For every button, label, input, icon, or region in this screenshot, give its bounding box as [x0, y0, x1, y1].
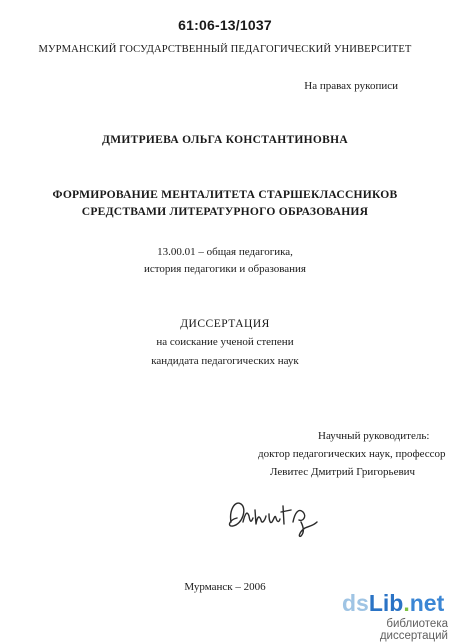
dslib-subtitle: библиотека диссертаций: [379, 618, 448, 642]
supervisor-degree: доктор педагогических наук, профессор: [258, 448, 446, 460]
specialty-line-2: история педагогики и образования: [143, 263, 306, 275]
document-type: ДИССЕРТАЦИЯ: [180, 318, 270, 330]
university-name: МУРМАНСКИЙ ГОСУДАРСТВЕННЫЙ ПЕДАГОГИЧЕСКИЙ УНИВЕРСИТЕТ: [38, 44, 412, 55]
manuscript-rights-note: На правах рукописи: [304, 80, 398, 92]
dslib-logo: dsLib.net: [342, 590, 445, 616]
specialty-line-1: 13.00.01 – общая педагогика,: [157, 246, 293, 258]
thesis-title-line-1: ФОРМИРОВАНИЕ МЕНТАЛИТЕТА СТАРШЕКЛАССНИКОВ: [52, 188, 398, 201]
city-year: Мурманск – 2006: [184, 581, 266, 593]
archive-stamp-code: 61:06-13/1037: [178, 17, 272, 33]
supervisor-label: Научный руководитель:: [318, 430, 430, 442]
author-name: ДМИТРИЕВА ОЛЬГА КОНСТАНТИНОВНА: [102, 134, 348, 146]
degree-line-2: кандидата педагогических наук: [151, 355, 299, 367]
handwritten-signature: [225, 492, 325, 538]
degree-line-1: на соискание ученой степени: [156, 336, 294, 348]
dslib-watermark: [322, 590, 448, 642]
thesis-title-line-2: СРЕДСТВАМИ ЛИТЕРАТУРНОГО ОБРАЗОВАНИЯ: [81, 205, 369, 218]
supervisor-name: Левитес Дмитрий Григорьевич: [270, 466, 416, 478]
